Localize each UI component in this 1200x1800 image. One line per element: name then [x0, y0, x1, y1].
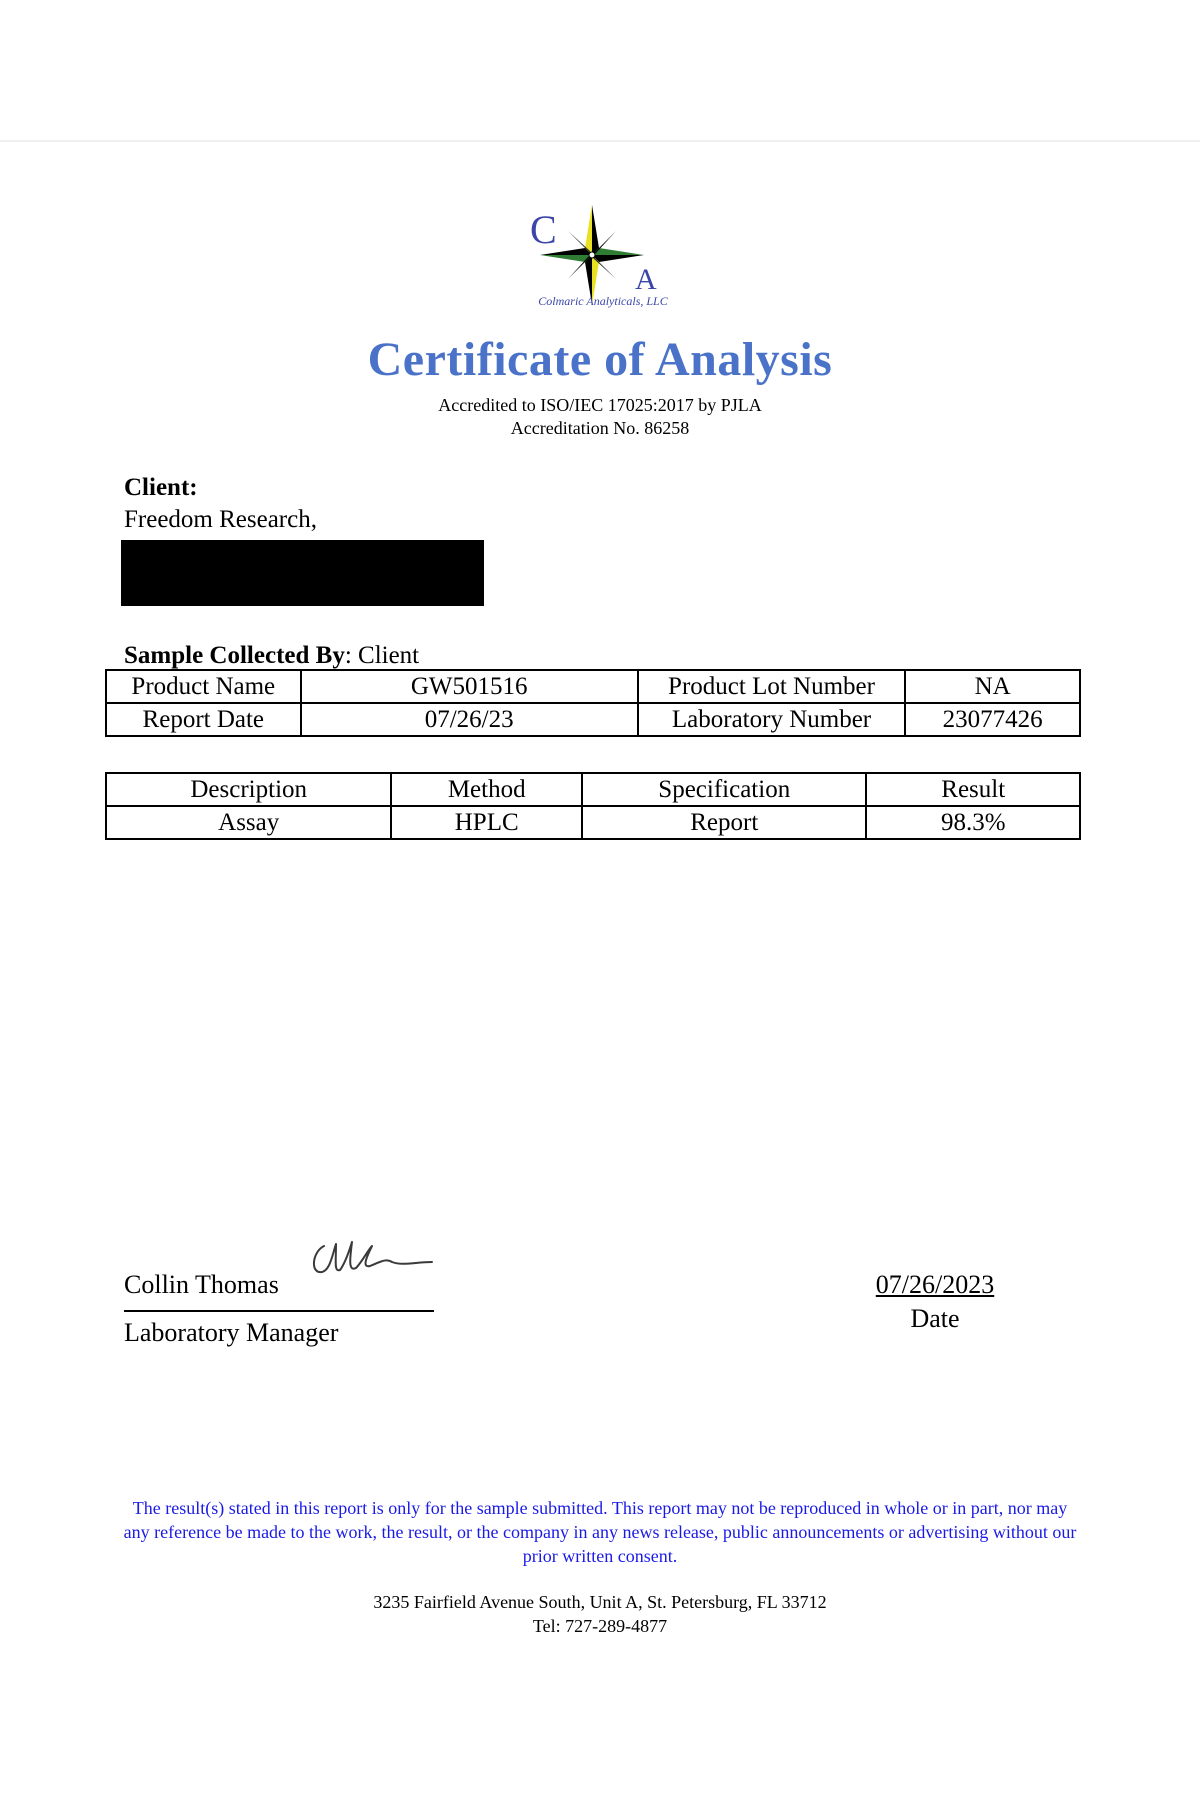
certificate-page [0, 142, 1200, 1648]
logo-company-name: Colmaric Analyticals, LLC [538, 294, 668, 308]
report-date-value: 07/26/23 [301, 703, 638, 736]
column-header-result: Result [866, 773, 1080, 806]
column-header-description: Description [106, 773, 391, 806]
lab-number-value: 23077426 [905, 703, 1080, 736]
column-header-specification: Specification [582, 773, 866, 806]
company-logo [500, 197, 700, 337]
lot-number-label: Product Lot Number [638, 670, 905, 703]
top-margin [0, 0, 1200, 142]
cell-result: 98.3% [866, 806, 1080, 839]
signoff-date: 07/26/2023 [875, 1270, 995, 1299]
sample-collected-label: Sample Collected By [124, 642, 345, 669]
signoff-date-block [860, 1270, 1010, 1334]
product-name-value: GW501516 [301, 670, 638, 703]
lot-number-value: NA [905, 670, 1080, 703]
bottom-margin [0, 1648, 1200, 1800]
accreditation-number: Accreditation No. 86258 [510, 418, 690, 438]
column-header-method: Method [391, 773, 582, 806]
table-row [106, 806, 1080, 839]
lab-address [0, 1590, 1200, 1638]
client-label: Client: [124, 474, 198, 501]
logo-letter-a: A [635, 263, 657, 296]
phone-line: Tel: 727-289-4877 [532, 1616, 668, 1636]
product-name-label: Product Name [106, 670, 301, 703]
redaction-block [121, 540, 484, 606]
address-line: 3235 Fairfield Avenue South, Unit A, St. Petersburg, FL 33712 [373, 1592, 827, 1612]
cell-description: Assay [106, 806, 391, 839]
signature-line [124, 1310, 434, 1312]
sample-collected-by [124, 642, 419, 670]
sample-collected-value: : Client [344, 642, 420, 669]
accreditation [0, 394, 1200, 440]
logo-letter-c: C [530, 207, 557, 252]
report-date-label: Report Date [106, 703, 301, 736]
client-name: Freedom Research, [124, 506, 317, 533]
handwritten-signature [306, 1232, 436, 1290]
cell-specification: Report [582, 806, 866, 839]
results-table [105, 772, 1081, 840]
lab-number-label: Laboratory Number [638, 703, 905, 736]
table-row [106, 703, 1080, 736]
date-label: Date [910, 1304, 960, 1333]
disclaimer-text: The result(s) stated in this report is only for the sample submitted. This report may not be reproduced in whole or in part, nor may any reference be made to the work, the result, or the company in any news release, public announcements or advertising without our prior written consent. [123, 1498, 1077, 1566]
results-header-row [106, 773, 1080, 806]
page-title: Certificate of Analysis [367, 333, 833, 386]
accreditation-line-1: Accredited to ISO/IEC 17025:2017 by PJLA [438, 395, 762, 415]
signer-name: Collin Thomas [124, 1270, 279, 1299]
table-row [106, 670, 1080, 703]
cell-method: HPLC [391, 806, 582, 839]
product-info-table [105, 669, 1081, 737]
signer-title: Laboratory Manager [124, 1318, 339, 1347]
